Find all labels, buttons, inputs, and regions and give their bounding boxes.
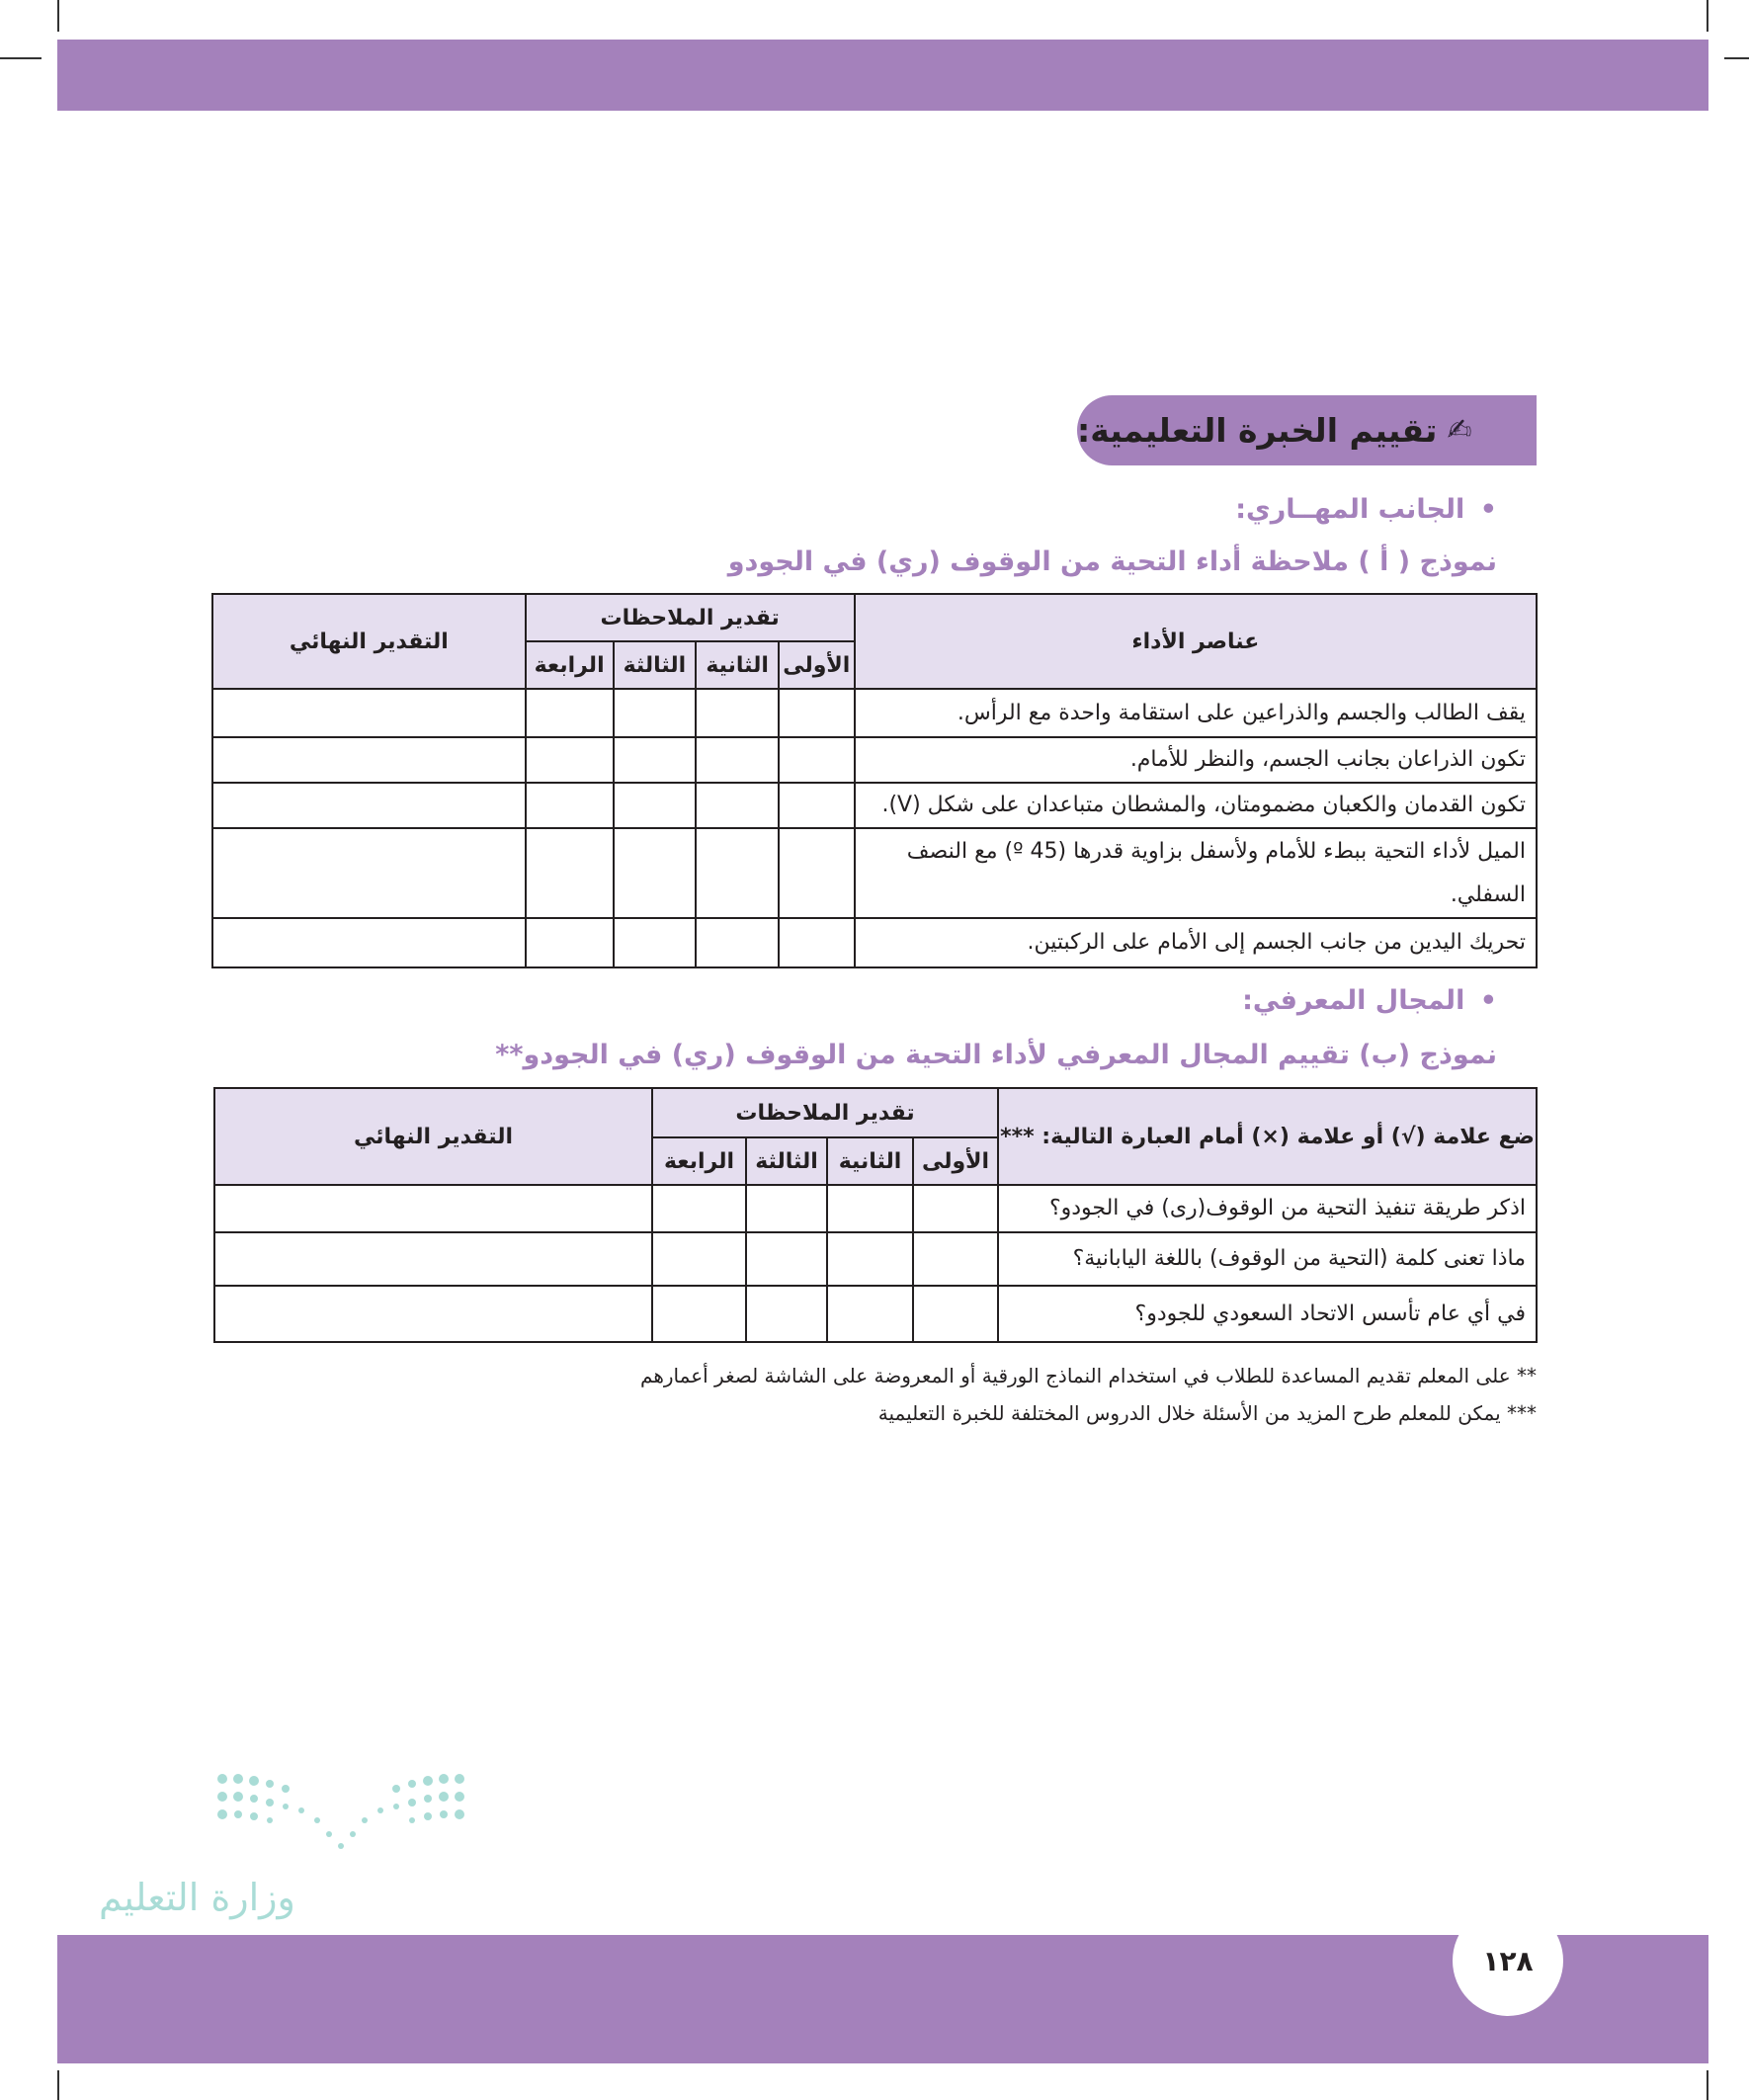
check-cell[interactable] <box>746 1232 827 1286</box>
table-row <box>212 783 1537 828</box>
obs-second-header: الثانية <box>696 641 779 689</box>
check-cell[interactable] <box>652 1232 746 1286</box>
row-text: في أي عام تأسس الاتحاد السعودي للجودو؟ <box>998 1286 1537 1342</box>
performance-table <box>211 593 1538 968</box>
check-cell[interactable] <box>696 737 779 783</box>
col-final-header: التقدير النهائي <box>214 1088 652 1185</box>
table-row <box>212 737 1537 783</box>
section-title-tab <box>1077 395 1537 465</box>
crop-mark <box>1707 2070 1708 2100</box>
check-cell[interactable] <box>746 1185 827 1232</box>
final-cell[interactable] <box>214 1185 652 1232</box>
col-observations-header: تقدير الملاحظات <box>652 1088 998 1137</box>
check-cell[interactable] <box>614 918 697 967</box>
table-row <box>214 1286 1537 1342</box>
crop-mark <box>0 57 42 59</box>
col-final-header: التقدير النهائي <box>212 594 526 689</box>
final-cell[interactable] <box>212 828 526 918</box>
footnote-1: ** على المعلم تقديم المساعدة للطلاب في استخدام النماذج الورقية أو المعروضة على الشاشة لصغر أعمارهم <box>640 1364 1537 1387</box>
table-row <box>212 828 1537 918</box>
check-cell[interactable] <box>913 1232 998 1286</box>
check-cell[interactable] <box>696 689 779 737</box>
check-cell[interactable] <box>827 1286 913 1342</box>
row-text: تكون القدمان والكعبان مضمومتان، والمشطان متباعدان على شكل (V). <box>855 783 1537 828</box>
check-cell[interactable] <box>779 783 855 828</box>
row-text: اذكر طريقة تنفيذ التحية من الوقوف(رى) في الجودو؟ <box>998 1185 1537 1232</box>
crop-mark <box>1724 57 1749 59</box>
pen-writing-icon: ✍ <box>1447 413 1472 448</box>
check-cell[interactable] <box>526 737 614 783</box>
check-cell[interactable] <box>779 918 855 967</box>
final-cell[interactable] <box>214 1286 652 1342</box>
row-text: ماذا تعنى كلمة (التحية من الوقوف) باللغة اليابانية؟ <box>998 1232 1537 1286</box>
check-cell[interactable] <box>746 1286 827 1342</box>
header-band <box>57 40 1708 111</box>
crop-mark <box>57 2070 59 2100</box>
ministry-logo-dots <box>212 1769 469 1858</box>
final-cell[interactable] <box>212 689 526 737</box>
check-cell[interactable] <box>696 828 779 918</box>
col-elements-header: عناصر الأداء <box>855 594 1537 689</box>
model-b-heading: نموذج (ب) تقييم المجال المعرفي لأداء التحية من الوقوف (ري) في الجودو** <box>495 1040 1497 1070</box>
obs-second-header: الثانية <box>827 1137 913 1185</box>
section-title: تقييم الخبرة التعليمية: <box>1077 411 1438 450</box>
obs-third-header: الثالثة <box>614 641 697 689</box>
footnote-2: *** يمكن للمعلم طرح المزيد من الأسئلة خلال الدروس المختلفة للخبرة التعليمية <box>877 1401 1537 1425</box>
obs-first-header: الأولى <box>779 641 855 689</box>
table-row <box>212 918 1537 967</box>
check-cell[interactable] <box>526 689 614 737</box>
check-cell[interactable] <box>526 783 614 828</box>
crop-mark <box>1707 0 1708 32</box>
row-text: يقف الطالب والجسم والذراعين على استقامة واحدة مع الرأس. <box>855 689 1537 737</box>
final-cell[interactable] <box>212 918 526 967</box>
obs-fourth-header: الرابعة <box>652 1137 746 1185</box>
check-cell[interactable] <box>614 828 697 918</box>
check-cell[interactable] <box>779 828 855 918</box>
check-cell[interactable] <box>526 918 614 967</box>
check-cell[interactable] <box>652 1286 746 1342</box>
final-cell[interactable] <box>214 1232 652 1286</box>
check-cell[interactable] <box>614 783 697 828</box>
check-cell[interactable] <box>614 737 697 783</box>
check-cell[interactable] <box>614 689 697 737</box>
table-row <box>214 1185 1537 1232</box>
skill-heading: • الجانب المهــاري: <box>1235 494 1497 525</box>
final-cell[interactable] <box>212 783 526 828</box>
check-cell[interactable] <box>526 828 614 918</box>
cognitive-table <box>213 1087 1538 1343</box>
page-number: ١٢٨ <box>1453 1905 1563 2016</box>
obs-fourth-header: الرابعة <box>526 641 614 689</box>
col-elements-header: ضع علامة (√) أو علامة (×) أمام العبارة التالية: *** <box>998 1088 1537 1185</box>
table-row <box>214 1232 1537 1286</box>
check-cell[interactable] <box>779 689 855 737</box>
ministry-logo-text: وزارة التعليم <box>99 1876 295 1919</box>
row-text: تكون الذراعان بجانب الجسم، والنظر للأمام. <box>855 737 1537 783</box>
check-cell[interactable] <box>913 1286 998 1342</box>
check-cell[interactable] <box>779 737 855 783</box>
row-text: الميل لأداء التحية ببطء للأمام ولأسفل بزاوية قدرها (45 º) مع النصف السفلي. <box>855 828 1537 918</box>
check-cell[interactable] <box>827 1232 913 1286</box>
check-cell[interactable] <box>827 1185 913 1232</box>
bullet-icon: • <box>1479 985 1497 1016</box>
bullet-icon: • <box>1479 494 1497 525</box>
final-cell[interactable] <box>212 737 526 783</box>
obs-first-header: الأولى <box>913 1137 998 1185</box>
check-cell[interactable] <box>913 1185 998 1232</box>
check-cell[interactable] <box>696 783 779 828</box>
cognitive-heading: • المجال المعرفي: <box>1242 985 1497 1016</box>
crop-mark <box>57 0 59 32</box>
table-row <box>212 689 1537 737</box>
obs-third-header: الثالثة <box>746 1137 827 1185</box>
model-a-heading: نموذج ( أ ) ملاحظة أداء التحية من الوقوف (ري) في الجودو <box>727 546 1497 577</box>
check-cell[interactable] <box>696 918 779 967</box>
check-cell[interactable] <box>652 1185 746 1232</box>
row-text: تحريك اليدين من جانب الجسم إلى الأمام على الركبتين. <box>855 918 1537 967</box>
col-observations-header: تقدير الملاحظات <box>526 594 855 641</box>
